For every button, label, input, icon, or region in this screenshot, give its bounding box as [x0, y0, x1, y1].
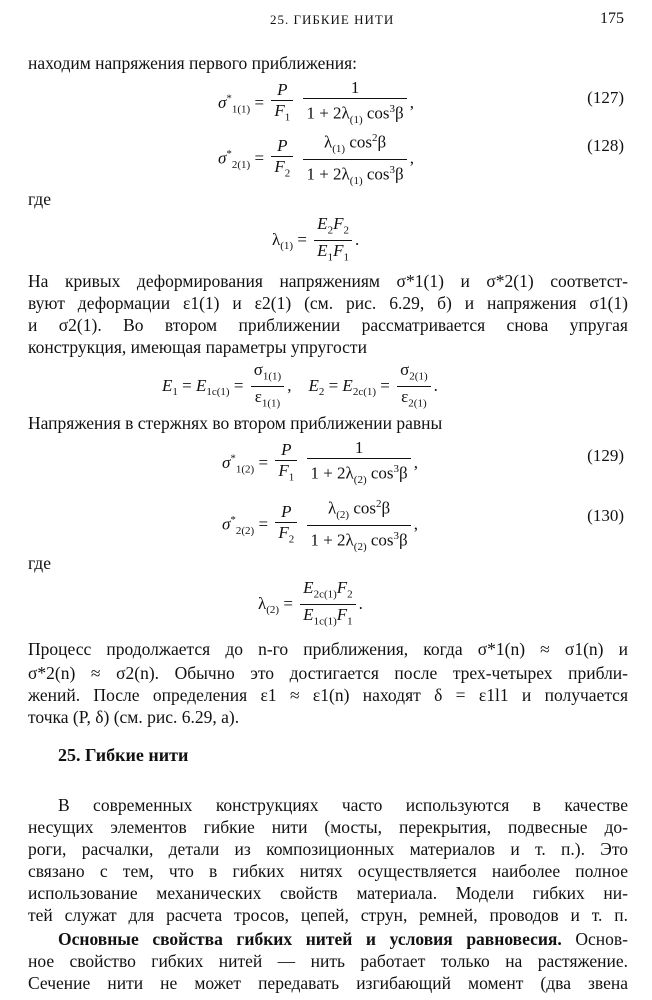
text-line: где — [28, 553, 51, 573]
lambda-2-definition: $\lambda_{(2)}$ = $\frac{E_{2c(1)}F_2}{E_{1c(1)}F_1}$ . — [0, 578, 652, 626]
text-line: и σ2(1). Во втором приближении рассматривается снова упругая — [28, 315, 628, 335]
elastic-parameters-equation: $E_1 = E_{1c(1)}$ = $\frac{\sigma_{1(1)}}{\varepsilon_{1(1)}}$ , $E_2 = E_{2c(1)}$ = $\frac{\sigma_{2(1)}}{\varepsilon_{2(1)}}$ . — [0, 360, 652, 404]
text-line: ное свойство гибких нитей — нить работает только на растяжение. — [28, 951, 628, 971]
equation-127: $\sigma^*_{1(1)}$ = $\frac{P}{F_1}$ $\frac{1}{1 + 2\lambda_{(1)} \cos^3\beta}$ , (127) — [0, 78, 652, 118]
text-line: На кривых деформирования напряжениям σ*1(1) и σ*2(1) соответст- — [28, 271, 628, 291]
text-line: В современных конструкциях часто используются в качестве — [58, 795, 628, 815]
running-header — [0, 10, 652, 32]
text-line: находим напряжения первого приближения: — [28, 53, 357, 73]
text-line — [58, 928, 628, 950]
text-line: несущих элементов гибкие нити (мосты, перекрытия, подвесные до- — [28, 817, 628, 837]
running-title: 25. ГИБКИЕ НИТИ — [270, 12, 395, 27]
equation-130: $\sigma^*_{2(2)}$ = $\frac{P}{F_2}$ $\frac{\lambda_{(2)} \cos^2\beta}{1 + 2\lambda_{(2)} \cos^3\beta}$ , (130) — [0, 494, 652, 538]
equation-number: (127) — [587, 88, 624, 107]
text-line: конструкция, имеющая параметры упругости — [28, 337, 367, 357]
equation-129: $\sigma^*_{1(2)}$ = $\frac{P}{F_1}$ $\frac{1}{1 + 2\lambda_{(2)} \cos^3\beta}$ , (129) — [0, 438, 652, 482]
bold-run-in-heading: Основные свойства гибких нитей и условия равновесия. — [58, 929, 562, 949]
equation-128: $\sigma^*_{2(1)}$ = $\frac{P}{F_2}$ $\frac{\lambda_{(1)} \cos^2\beta}{1 + 2\lambda_{(1)} \cos^3\beta}$ , (128) — [0, 128, 652, 168]
text-line: роги, расчалки, детали из композиционных материалов и т. п.). Это — [28, 839, 628, 859]
text-line: тей служат для расчета тросов, цепей, струн, ремней, проводов и т. п. — [28, 905, 628, 925]
section-heading: 25. Гибкие нити — [58, 745, 189, 765]
text-line: Сечение нити не может передавать изгибающий момент (два звена — [28, 973, 628, 993]
lambda-1-definition: $\lambda_{(1)}$ = $\frac{E_2F_2}{E_1F_1}$ . — [0, 212, 652, 258]
equation-number: (129) — [587, 446, 624, 465]
text-line: вуют деформации ε1(1) и ε2(1) (см. рис. 6.29, б) и напряжения σ1(1) — [28, 293, 628, 313]
text-line: Процесс продолжается до n-го приближения, когда σ*1(n) ≈ σ1(n) и — [28, 639, 628, 659]
text-line: жений. После определения ε1 ≈ ε1(n) находят δ = ε1l1 и получается — [28, 685, 628, 705]
text-line: σ*2(n) ≈ σ2(n). Обычно это достигается после трех-четырех прибли- — [28, 663, 628, 683]
page-number: 175 — [600, 10, 624, 27]
text-line: связано с тем, что в гибких нитях осуществляется наиболее полное — [28, 861, 628, 881]
text-line: Напряжения в стержнях во втором приближении равны — [28, 413, 443, 433]
text-line: где — [28, 189, 51, 209]
equation-number: (130) — [587, 506, 624, 525]
text-fragment: Основ- — [575, 929, 629, 949]
text-line: точка (P, δ) (см. рис. 6.29, a). — [28, 707, 240, 727]
equation-number: (128) — [587, 136, 624, 155]
text-line: использование механических свойств материала. Модели гибких ни- — [28, 883, 628, 903]
